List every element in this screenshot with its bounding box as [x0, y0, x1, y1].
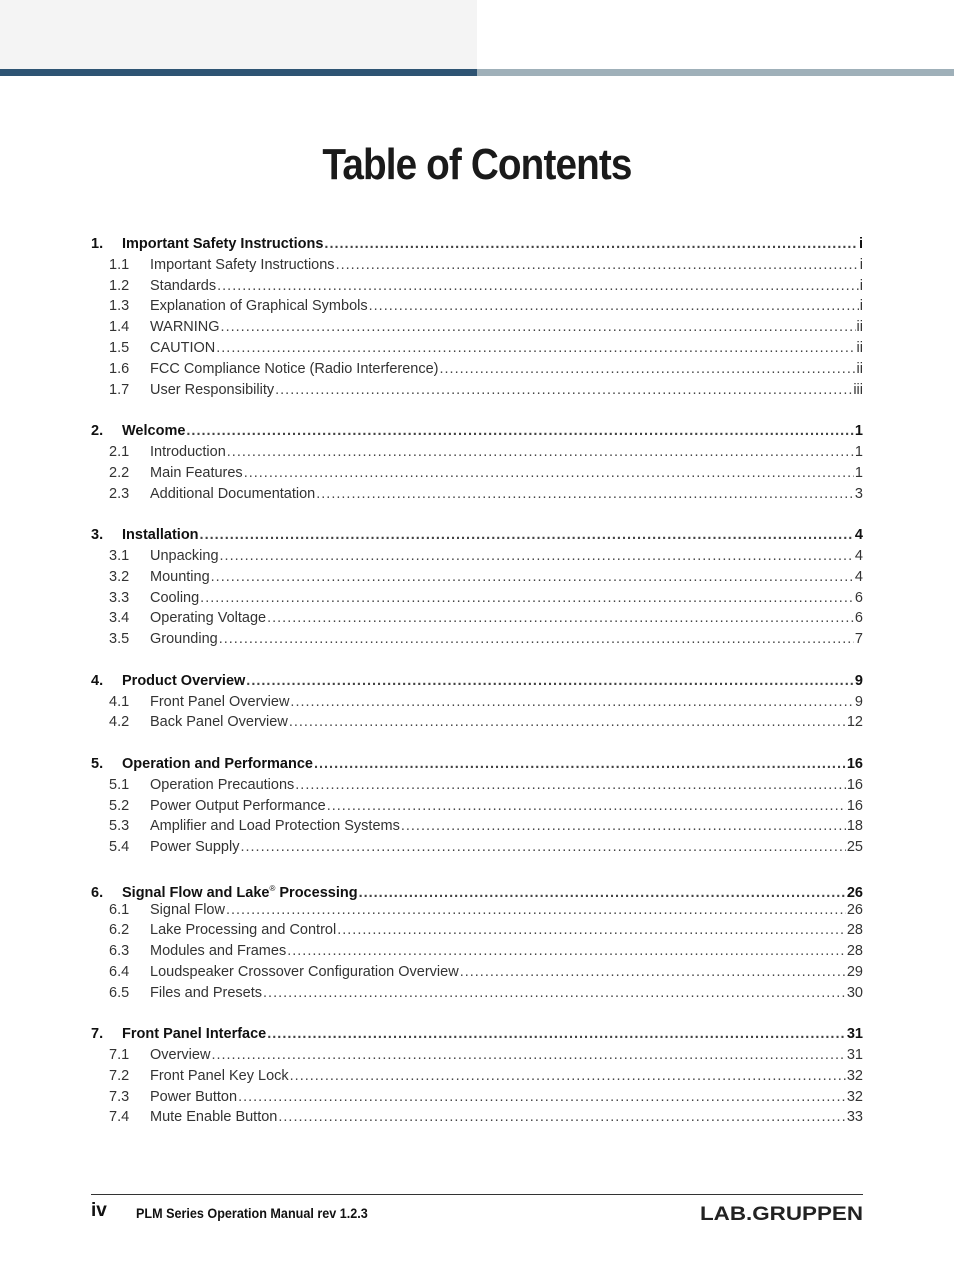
toc-entry[interactable] [91, 920, 863, 941]
toc-number: 5.4 [109, 839, 130, 856]
toc-label: Front Panel Key Lock [150, 1067, 289, 1084]
toc-page-number: 26 [846, 884, 863, 901]
toc-section [91, 421, 863, 504]
toc-entry[interactable] [91, 255, 863, 276]
footer-divider [91, 1194, 863, 1195]
toc-entry[interactable] [91, 816, 863, 837]
toc-label: Mute Enable Button [150, 1109, 278, 1126]
toc-entry[interactable] [91, 359, 863, 380]
toc-label: Front Panel Overview [150, 693, 290, 710]
dot-leader [216, 338, 855, 359]
toc-page-number: 16 [846, 797, 863, 814]
toc-entry[interactable] [91, 775, 863, 796]
dot-leader [324, 234, 858, 255]
toc-label: Additional Documentation [150, 485, 316, 502]
toc-label: Mounting [150, 568, 210, 585]
toc-label: Files and Presets [150, 984, 263, 1001]
toc-page-number: 31 [846, 1026, 863, 1043]
toc-entry[interactable] [91, 941, 863, 962]
toc-number: 3.4 [109, 610, 130, 627]
dot-leader [287, 941, 846, 962]
toc-number: 1. [91, 236, 104, 252]
toc-entry[interactable] [91, 546, 863, 567]
dot-leader [401, 816, 846, 837]
toc-entry[interactable] [91, 276, 863, 297]
toc-number: 4. [91, 672, 104, 689]
toc-label: Unpacking [150, 547, 219, 564]
toc-entry[interactable] [91, 1087, 863, 1108]
dot-leader [244, 463, 854, 484]
dot-leader [263, 983, 846, 1004]
toc-number: 1.3 [109, 298, 130, 315]
dot-leader [267, 608, 854, 629]
toc-entry[interactable] [91, 629, 863, 650]
toc-section [91, 754, 863, 858]
toc-label: Explanation of Graphical Symbols [150, 298, 368, 315]
toc-label: Signal Flow [150, 901, 225, 918]
toc-page-number: ii [856, 339, 863, 356]
toc-number: 3.3 [109, 589, 130, 606]
toc-entry[interactable] [91, 608, 863, 629]
toc-page-number: 1 [854, 443, 863, 460]
toc-section-heading[interactable] [91, 525, 863, 546]
toc-number: 1.4 [109, 319, 130, 336]
toc-label: Operating Voltage [150, 610, 267, 627]
toc-entry[interactable] [91, 338, 863, 359]
toc-label: Important Safety Instructions [122, 236, 324, 252]
toc-number: 5.2 [109, 797, 130, 814]
dot-leader [289, 712, 846, 733]
header-band-light [477, 69, 954, 76]
toc-section [91, 1024, 863, 1128]
toc-page-number: 32 [846, 1088, 863, 1105]
table-of-contents [91, 234, 863, 1149]
toc-page-number: 1 [854, 464, 863, 481]
dot-leader [200, 588, 854, 609]
toc-entry[interactable] [91, 317, 863, 338]
toc-page-number: 4 [854, 568, 863, 585]
toc-label: Front Panel Interface [122, 1026, 267, 1043]
toc-number: 1.6 [109, 360, 130, 377]
dot-leader [295, 775, 846, 796]
dot-leader [238, 1087, 846, 1108]
toc-page-number: 32 [846, 1067, 863, 1084]
toc-page-number: ii [856, 319, 863, 336]
toc-number: 2.3 [109, 485, 130, 502]
toc-label: Amplifier and Load Protection Systems [150, 818, 400, 835]
toc-number: 1.1 [109, 256, 130, 273]
toc-label: Back Panel Overview [150, 714, 288, 731]
dot-leader [221, 317, 856, 338]
toc-number: 3.1 [109, 547, 130, 564]
toc-number: 6.3 [109, 943, 130, 960]
toc-page-number: 28 [846, 922, 863, 939]
toc-number: 7.4 [109, 1109, 130, 1126]
toc-number: 7.2 [109, 1067, 130, 1084]
toc-number: 7.1 [109, 1047, 130, 1064]
toc-page-number: i [859, 298, 863, 315]
dot-leader [200, 525, 854, 546]
toc-label: Overview [150, 1047, 211, 1064]
toc-label: Welcome [122, 423, 186, 440]
toc-entry[interactable] [91, 1045, 863, 1066]
toc-page-number: 9 [854, 672, 863, 689]
toc-entry[interactable] [91, 296, 863, 317]
toc-number: 7.3 [109, 1088, 130, 1105]
dot-leader [290, 692, 854, 713]
toc-section-heading[interactable] [91, 1024, 863, 1045]
toc-label: Lake Processing and Control [150, 922, 337, 939]
toc-page-number: 18 [846, 818, 863, 835]
toc-number: 4.1 [109, 693, 130, 710]
toc-label: User Responsibility [150, 381, 275, 398]
toc-page-number: 6 [854, 610, 863, 627]
toc-entry[interactable] [91, 463, 863, 484]
toc-section [91, 671, 863, 733]
toc-page-number: iii [853, 381, 863, 398]
toc-number: 3.5 [109, 631, 130, 648]
toc-page-number: 30 [846, 984, 863, 1001]
dot-leader [267, 1024, 846, 1045]
toc-label: Main Features [150, 464, 243, 481]
toc-number: 1.2 [109, 277, 130, 294]
toc-label: Product Overview [122, 672, 246, 689]
dot-leader [290, 1066, 846, 1087]
toc-entry[interactable] [91, 1066, 863, 1087]
dot-leader [217, 276, 859, 297]
toc-page-number: 4 [854, 547, 863, 564]
toc-label: Power Output Performance [150, 797, 326, 814]
toc-label: Introduction [150, 443, 226, 460]
toc-page-number: 9 [854, 693, 863, 710]
toc-label: Power Supply [150, 839, 240, 856]
dot-leader [186, 421, 854, 442]
logo-lab-text: LAB.GRUPPEN [700, 1204, 863, 1222]
registered-mark: ® [269, 883, 276, 893]
toc-page-number: 4 [854, 527, 863, 544]
footer-page-number: iv [91, 1200, 107, 1221]
dot-leader [219, 629, 854, 650]
toc-label: Standards [150, 277, 217, 294]
toc-page-number: i [859, 277, 863, 294]
toc-label: Cooling [150, 589, 200, 606]
dot-leader [337, 920, 846, 941]
toc-number: 5.3 [109, 818, 130, 835]
toc-page-number: 33 [846, 1109, 863, 1126]
toc-number: 1.5 [109, 339, 130, 356]
toc-entry[interactable] [91, 837, 863, 858]
toc-entry[interactable] [91, 567, 863, 588]
toc-entry[interactable] [91, 380, 863, 401]
toc-number: 6.4 [109, 963, 130, 980]
toc-entry[interactable] [91, 900, 863, 921]
dot-leader [227, 442, 854, 463]
toc-number: 5. [91, 755, 104, 772]
toc-page-number: 25 [846, 839, 863, 856]
toc-entry[interactable] [91, 712, 863, 733]
toc-number: 2.2 [109, 464, 130, 481]
toc-number: 5.1 [109, 776, 130, 793]
toc-number: 7. [91, 1026, 104, 1043]
dot-leader [369, 296, 859, 317]
toc-number: 2.1 [109, 443, 130, 460]
toc-label: Modules and Frames [150, 943, 287, 960]
toc-label: Important Safety Instructions [150, 256, 335, 273]
header-band-dark [0, 69, 477, 76]
toc-page-number: 16 [846, 776, 863, 793]
toc-entry[interactable] [91, 484, 863, 505]
toc-entry[interactable] [91, 983, 863, 1004]
toc-number: 4.2 [109, 714, 130, 731]
toc-section-heading[interactable] [91, 421, 863, 442]
footer-document-title: PLM Series Operation Manual rev 1.2.3 [136, 1205, 368, 1221]
toc-entry[interactable] [91, 796, 863, 817]
toc-page-number: 6 [854, 589, 863, 606]
toc-page-number: 31 [846, 1047, 863, 1064]
dot-leader [211, 567, 854, 588]
toc-section-heading[interactable] [91, 234, 863, 255]
toc-section-heading[interactable] [91, 671, 863, 692]
toc-entry[interactable] [91, 442, 863, 463]
dot-leader [211, 1045, 845, 1066]
dot-leader [314, 754, 846, 775]
toc-number: 2. [91, 423, 104, 440]
toc-number: 6.1 [109, 901, 130, 918]
dot-leader [275, 380, 852, 401]
lab-gruppen-logo [700, 1204, 863, 1222]
toc-label: FCC Compliance Notice (Radio Interference) [150, 360, 439, 377]
toc-page-number: ii [856, 360, 863, 377]
toc-section-heading[interactable] [91, 754, 863, 775]
toc-page-number: 12 [846, 714, 863, 731]
toc-label: CAUTION [150, 339, 216, 356]
toc-number: 6. [91, 884, 104, 901]
toc-number: 3. [91, 527, 104, 544]
toc-section [91, 879, 863, 1004]
page-title: Table of Contents [322, 140, 632, 189]
toc-entry[interactable] [91, 1107, 863, 1128]
toc-number: 6.5 [109, 984, 130, 1001]
toc-label: Loudspeaker Crossover Configuration Overview [150, 963, 459, 980]
toc-label: Operation and Performance [122, 755, 313, 772]
toc-page-number: i [858, 236, 863, 252]
toc-section [91, 525, 863, 650]
svg-text:LAB.GRUPPEN [700, 1204, 863, 1222]
header-panel [0, 0, 477, 69]
toc-page-number: 26 [846, 901, 863, 918]
toc-page-number: i [859, 256, 863, 273]
toc-label: Installation [122, 527, 199, 544]
dot-leader [327, 796, 846, 817]
toc-label-suffix: Processing [275, 884, 358, 901]
toc-entry[interactable] [91, 962, 863, 983]
dot-leader [278, 1107, 845, 1128]
toc-entry[interactable] [91, 692, 863, 713]
toc-page-number: 7 [854, 631, 863, 648]
toc-number: 1.7 [109, 381, 130, 398]
toc-page-number: 3 [854, 485, 863, 502]
toc-label: WARNING [150, 319, 220, 336]
toc-page-number: 28 [846, 943, 863, 960]
dot-leader [226, 900, 846, 921]
toc-label: Power Button [150, 1088, 238, 1105]
toc-page-number: 1 [854, 423, 863, 440]
toc-page-number: 16 [846, 755, 863, 772]
dot-leader [220, 546, 854, 567]
toc-section [91, 234, 863, 400]
toc-number: 3.2 [109, 568, 130, 585]
toc-entry[interactable] [91, 588, 863, 609]
toc-page-number: 29 [846, 963, 863, 980]
dot-leader [336, 255, 859, 276]
toc-section-heading[interactable] [91, 879, 863, 900]
dot-leader [440, 359, 856, 380]
dot-leader [246, 671, 854, 692]
dot-leader [460, 962, 846, 983]
toc-label: Grounding [150, 631, 218, 648]
dot-leader [316, 484, 854, 505]
toc-label-text: Signal Flow and Lake [122, 884, 270, 901]
toc-label: Operation Precautions [150, 776, 295, 793]
dot-leader [240, 837, 845, 858]
toc-number: 6.2 [109, 922, 130, 939]
